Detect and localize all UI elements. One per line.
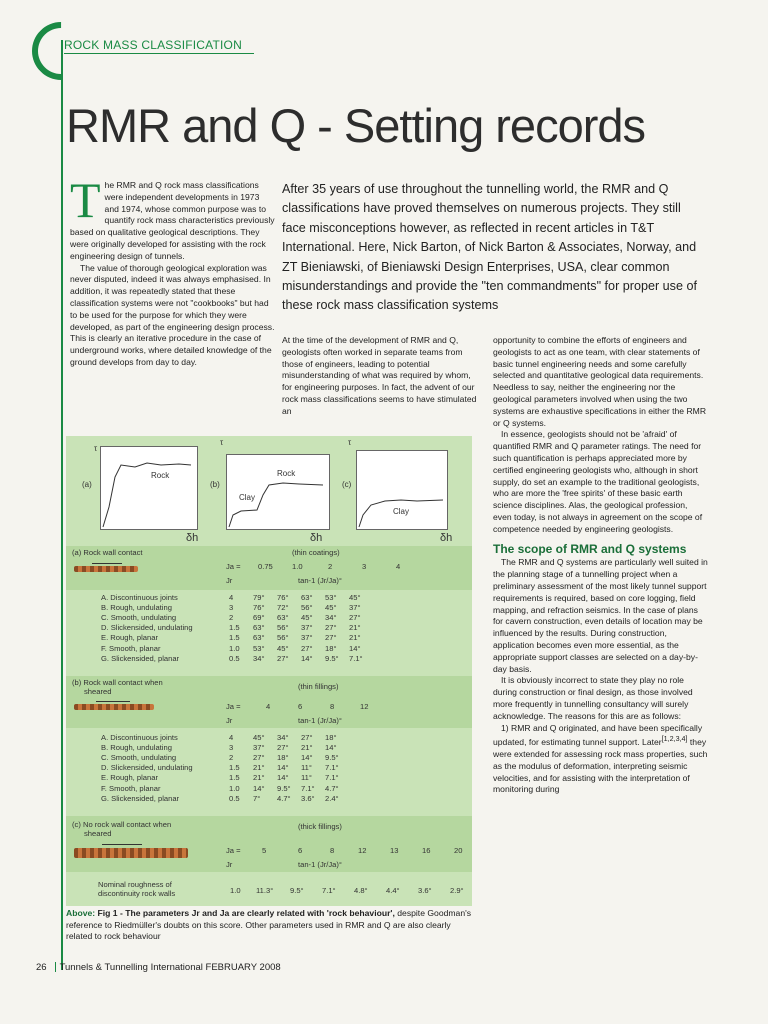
joint-type-cell: D. Slickensided, undulating xyxy=(101,623,193,633)
value-cell: 21° xyxy=(301,742,313,752)
article-title: RMR and Q - Setting records xyxy=(66,99,645,152)
plot-a xyxy=(100,446,198,530)
value-cell: 76° xyxy=(277,592,289,602)
shear-arrow xyxy=(96,701,130,702)
value-cell: 56° xyxy=(277,623,289,633)
value-cell: 34° xyxy=(277,732,289,742)
section-label: ROCK MASS CLASSIFICATION xyxy=(64,38,242,52)
value-cell: 1.5 xyxy=(229,633,240,643)
ja-value: 4 xyxy=(396,562,401,571)
value-cell: 27° xyxy=(277,742,289,752)
ja-value: 12 xyxy=(358,846,367,855)
ja-value: 8 xyxy=(330,846,335,855)
value-cell: 0.5 xyxy=(229,653,240,663)
value-cell: 45° xyxy=(349,592,361,602)
section-c-value: 9.5° xyxy=(290,886,304,895)
joint-type-cell: G. Slickensided, planar xyxy=(101,653,180,663)
table-row xyxy=(98,732,346,742)
value-cell: 72° xyxy=(277,602,289,612)
value-cell: 1.5 xyxy=(229,773,240,783)
joint-type-cell: F. Smooth, planar xyxy=(101,643,161,653)
value-cell: 45° xyxy=(301,612,313,622)
value-cell: 3 xyxy=(229,602,234,612)
table-row xyxy=(98,653,370,663)
section-c-value: 4.4° xyxy=(386,886,400,895)
value-cell: 63° xyxy=(253,623,265,633)
plot-c xyxy=(356,450,448,530)
body-column-3 xyxy=(493,335,708,796)
value-cell: 56° xyxy=(301,602,313,612)
value-cell: 76° xyxy=(253,602,265,612)
value-cell: 1.5 xyxy=(229,623,240,633)
value-cell: 18° xyxy=(325,732,337,742)
value-cell: 14° xyxy=(325,742,337,752)
value-cell: 14° xyxy=(349,643,361,653)
delta-label: δh xyxy=(310,532,323,544)
value-cell: 4.7° xyxy=(325,783,339,793)
section-b-table xyxy=(98,732,346,803)
joint-type-cell: A. Discontinuous joints xyxy=(101,732,178,742)
tau-label: τ xyxy=(220,438,224,447)
plot-c-label: Clay xyxy=(393,507,410,516)
value-cell: 21° xyxy=(349,633,361,643)
joint-type-cell: D. Slickensided, undulating xyxy=(101,763,193,773)
value-cell: 63° xyxy=(253,633,265,643)
plot-b xyxy=(226,454,330,530)
table-row xyxy=(98,623,370,633)
body-paragraph xyxy=(493,723,708,797)
value-cell: 2 xyxy=(229,612,234,622)
list-item-text: 1) RMR and Q originated, and have been specifically updated, for estimating tunnel support. Later xyxy=(493,722,703,748)
value-cell: 4 xyxy=(229,732,234,742)
section-b-title: (b) Rock wall contact when xyxy=(72,678,163,687)
value-cell: 63° xyxy=(301,592,313,602)
tau-label: τ xyxy=(348,438,352,447)
value-cell: 3 xyxy=(229,742,234,752)
value-cell: 14° xyxy=(277,763,289,773)
value-cell: 11° xyxy=(301,773,312,783)
section-c-value: 1.0 xyxy=(230,886,241,895)
value-cell: 37° xyxy=(301,623,313,633)
drop-cap: T xyxy=(70,172,101,228)
ja-value: 5 xyxy=(262,846,267,855)
section-c-row-label: discontinuity rock walls xyxy=(98,889,176,898)
section-c-value: 4.8° xyxy=(354,886,368,895)
value-cell: 34° xyxy=(253,653,265,663)
value-cell: 4 xyxy=(229,592,234,602)
section-c-value: 7.1° xyxy=(322,886,336,895)
intro-column xyxy=(70,172,275,369)
delta-label: δh xyxy=(440,532,453,544)
formula: tan-1 (Jr/Ja)° xyxy=(298,860,342,869)
value-cell: 4.7° xyxy=(277,793,291,803)
ja-label: Ja = xyxy=(226,846,241,855)
publication-name: Tunnels & Tunnelling International FEBRUARY 2008 xyxy=(59,962,281,973)
joint-type-cell: C. Smooth, undulating xyxy=(101,752,177,762)
plot-a-label: Rock xyxy=(151,471,170,480)
value-cell: 1.0 xyxy=(229,783,240,793)
value-cell: 79° xyxy=(253,592,265,602)
table-row xyxy=(98,633,370,643)
table-row xyxy=(98,773,346,783)
ja-value: 20 xyxy=(454,846,463,855)
reference-marks: [1,2,3,4] xyxy=(661,735,688,744)
list-item-text: they were extended for assessing rock mass properties, such as the modulus of deformation, interpreting seismic velocities, and for assisting with the interpretation of monitoring during xyxy=(493,737,708,795)
caption-bold: Fig 1 - The parameters Jr and Ja are clearly related with 'rock behaviour', xyxy=(97,908,395,918)
ja-label: Ja = xyxy=(226,562,241,571)
value-cell: 37° xyxy=(253,742,265,752)
ja-value: 16 xyxy=(422,846,431,855)
table-row xyxy=(98,742,346,752)
section-a-title: (a) Rock wall contact xyxy=(72,548,143,557)
ja-value: 8 xyxy=(330,702,335,711)
value-cell: 9.5° xyxy=(325,653,339,663)
value-cell: 63° xyxy=(277,612,289,622)
rock-contact-sketch xyxy=(74,704,154,710)
section-b-note: (thin fillings) xyxy=(298,682,339,691)
table-row xyxy=(98,643,370,653)
value-cell: 53° xyxy=(253,643,265,653)
table-row xyxy=(98,752,346,762)
ja-value: 4 xyxy=(266,702,271,711)
value-cell: 9.5° xyxy=(325,752,339,762)
value-cell: 34° xyxy=(325,612,337,622)
value-cell: 69° xyxy=(253,612,265,622)
section-c-title: (c) No rock wall contact when xyxy=(72,820,172,829)
section-c-value: 3.6° xyxy=(418,886,432,895)
value-cell: 14° xyxy=(253,783,265,793)
ja-label: Ja = xyxy=(226,702,241,711)
figure-1 xyxy=(66,436,472,906)
value-cell: 0.5 xyxy=(229,793,240,803)
ja-value: 6 xyxy=(298,846,303,855)
value-cell: 9.5° xyxy=(277,783,291,793)
body-paragraph: At the time of the development of RMR and Q, geologists often worked in separate teams from those of engineers, leading to potential misunderstanding of what was required by whom, for engineering purposes. In fact, the advent of our rock mass classifications seems to have stimulated an xyxy=(282,335,477,416)
value-cell: 37° xyxy=(349,602,361,612)
body-paragraph: In essence, geologists should not be 'afraid' of quantified RMR and Q parameter ratings. The need for such quantification is perhaps appreciated more by certified engineering geologists who, although in short supply, do set an example to the traditional geologists, who are more the 'free spirits' of these basic earth science disciplines. Alas, the geological profession, even today, is not always in agreement on the scope of competence needed by engineering geologists. xyxy=(493,429,703,534)
ja-value: 12 xyxy=(360,702,369,711)
plot-b-curve xyxy=(227,455,329,529)
value-cell: 1.0 xyxy=(229,643,240,653)
table-row xyxy=(98,612,370,622)
value-cell: 37° xyxy=(301,633,313,643)
rock-contact-sketch xyxy=(74,848,188,858)
body-column-2 xyxy=(282,335,478,418)
table-row xyxy=(98,793,346,803)
section-c-value: 2.9° xyxy=(450,886,464,895)
plot-letter-c: (c) xyxy=(342,480,352,489)
ja-value: 3 xyxy=(362,562,367,571)
delta-label: δh xyxy=(186,532,199,544)
value-cell: 27° xyxy=(253,752,265,762)
value-cell: 27° xyxy=(325,633,337,643)
section-underline xyxy=(64,53,254,54)
value-cell: 2.4° xyxy=(325,793,339,803)
table-row xyxy=(98,592,370,602)
plot-letter-b: (b) xyxy=(210,480,220,489)
table-row xyxy=(98,763,346,773)
value-cell: 14° xyxy=(301,653,313,663)
value-cell: 3.6° xyxy=(301,793,315,803)
plot-b-label-rock: Rock xyxy=(277,469,296,478)
footer-separator xyxy=(55,962,56,972)
shear-arrow xyxy=(102,844,142,845)
caption-text: despite Goodman's reference to Riedmüller's doubts on this score. Other parameters used in RMR and Q are also clearly related to rock behaviour xyxy=(66,908,472,942)
rock-contact-sketch xyxy=(74,566,138,572)
section-c-title: sheared xyxy=(84,829,112,838)
subheading: The scope of RMR and Q systems xyxy=(493,541,687,556)
value-cell: 7.1° xyxy=(301,783,315,793)
value-cell: 45° xyxy=(325,602,337,612)
caption-lead: Above: xyxy=(66,908,98,918)
value-cell: 11° xyxy=(301,763,312,773)
ja-value: 6 xyxy=(298,702,303,711)
value-cell: 18° xyxy=(325,643,337,653)
value-cell: 1.5 xyxy=(229,763,240,773)
body-paragraph: The RMR and Q systems are particularly well suited in the planning stage of a tunnelling project when a preliminary assessment of the most likely tunnel support requirements is required, based on core logging, field mapping, and refraction seismics. In the case of plans for cavern construction, even details of location may be influenced by the results. During construction, application becomes even more essential, as the appropriate support classes are selected on a day-by-day basis. xyxy=(493,557,708,674)
shear-arrow xyxy=(92,563,122,564)
joint-type-cell: B. Rough, undulating xyxy=(101,602,172,612)
value-cell: 14° xyxy=(277,773,289,783)
section-a-note: (thin coatings) xyxy=(292,548,340,557)
value-cell: 21° xyxy=(349,623,361,633)
value-cell: 2 xyxy=(229,752,234,762)
joint-type-cell: B. Rough, undulating xyxy=(101,742,172,752)
value-cell: 18° xyxy=(277,752,289,762)
page-number: 26 xyxy=(36,962,47,973)
joint-type-cell: E. Rough, planar xyxy=(101,773,158,783)
value-cell: 27° xyxy=(325,623,337,633)
intro-paragraph: The value of thorough geological exploration was never disputed, indeed it was always emphasised. In addition, it was repeatedly stated that these classification systems were not "cookbooks" but had to be used for the purpose for which they were developed, as part of the engineering design process. This is clearly an iterative procedure in the case of underground works, where detailed knowledge of the ground develops from day to day. xyxy=(70,262,275,367)
value-cell: 21° xyxy=(253,773,265,783)
value-cell: 14° xyxy=(301,752,313,762)
joint-type-cell: G. Slickensided, planar xyxy=(101,793,180,803)
ja-value: 13 xyxy=(390,846,399,855)
value-cell: 7.1° xyxy=(325,773,339,783)
formula: tan-1 (Jr/Ja)° xyxy=(298,576,342,585)
value-cell: 27° xyxy=(349,612,361,622)
value-cell: 27° xyxy=(301,732,313,742)
section-a-table xyxy=(98,592,370,663)
value-cell: 45° xyxy=(277,643,289,653)
page-footer xyxy=(36,962,281,973)
page-margin-rule xyxy=(61,40,63,970)
jr-label: Jr xyxy=(226,716,233,725)
table-row xyxy=(98,602,370,612)
joint-type-cell: C. Smooth, undulating xyxy=(101,612,177,622)
value-cell: 45° xyxy=(253,732,265,742)
value-cell: 56° xyxy=(277,633,289,643)
formula: tan-1 (Jr/Ja)° xyxy=(298,716,342,725)
section-c-value: 11.3° xyxy=(256,886,274,895)
plot-c-curve xyxy=(357,451,447,529)
ja-value: 1.0 xyxy=(292,562,303,571)
ja-value: 2 xyxy=(328,562,333,571)
joint-type-cell: E. Rough, planar xyxy=(101,633,158,643)
section-b-title: sheared xyxy=(84,687,112,696)
section-c-row-label: Nominal roughness of xyxy=(98,880,172,889)
body-paragraph: opportunity to combine the efforts of engineers and geologists to act as one team, with clear statements of basic tunnel engineering needs and some carefully selected and quantitative geological data requirements. Needless to say, neither the engineering nor the geological parameters involved when using the two systems are exhaustive specifications in either the RMR or Q systems. xyxy=(493,335,707,428)
value-cell: 7.1° xyxy=(325,763,339,773)
value-cell: 7° xyxy=(253,793,261,803)
value-cell: 21° xyxy=(253,763,265,773)
table-row xyxy=(98,783,346,793)
plot-a-curve xyxy=(101,447,197,529)
plot-b-label-clay: Clay xyxy=(239,493,256,502)
body-paragraph: It is obviously incorrect to state they play no role during construction or final design, as those involved more frequently in tunnelling consultancy will surely acknowledge. The reasons for this are as follows: xyxy=(493,675,693,721)
jr-label: Jr xyxy=(226,576,233,585)
value-cell: 27° xyxy=(301,643,313,653)
value-cell: 7.1° xyxy=(349,653,363,663)
plot-letter-a: (a) xyxy=(82,480,92,489)
value-cell: 53° xyxy=(325,592,337,602)
section-c-note: (thick fillings) xyxy=(298,822,342,831)
joint-type-cell: A. Discontinuous joints xyxy=(101,592,178,602)
figure-caption xyxy=(66,908,472,943)
intro-paragraph: he RMR and Q rock mass classifications were independent developments in 1973 and 1974, whose common purpose was to quantify rock mass characteristics previously based on qualitative geological descriptions. They were originally developed for assisting with the rock engineering design of tunnels. xyxy=(70,180,275,261)
ja-value: 0.75 xyxy=(258,562,273,571)
tau-label: τ xyxy=(94,444,98,453)
standfirst: After 35 years of use throughout the tunnelling world, the RMR and Q classifications have proved themselves on numerous projects. They still face misconceptions however, as reflected in recent articles in T&T International. Here, Nick Barton, of Nick Barton & Associates, Norway, and ZT Bieniawski, of Bieniawski Design Enterprises, USA, clear common misunderstandings and provide the "ten commandments" for proper use of these rock mass classification systems xyxy=(282,182,697,313)
joint-type-cell: F. Smooth, planar xyxy=(101,783,161,793)
value-cell: 27° xyxy=(277,653,289,663)
jr-label: Jr xyxy=(226,860,233,869)
